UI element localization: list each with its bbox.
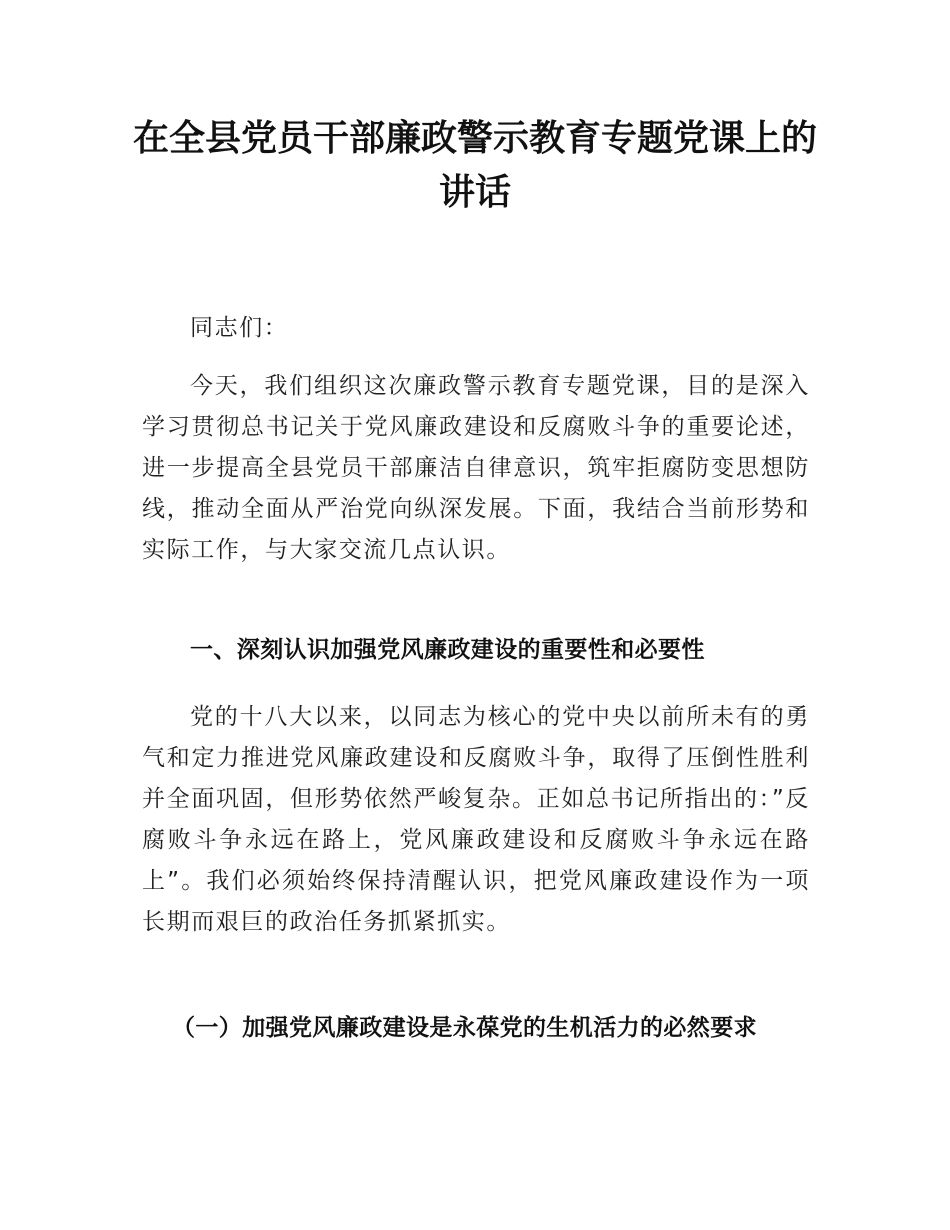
- section-heading-1: 一、深刻认识加强党风廉政建设的重要性和必要性: [190, 637, 705, 663]
- subsection-heading-1: （一）加强党风廉政建设是永葆党的生机活力的必然要求: [172, 1015, 757, 1041]
- salutation: 同志们：: [190, 315, 289, 341]
- paragraph-intro: 今天，我们组织这次廉政警示教育专题党课，目的是深入学习贯彻总书记关于党风廉政建设和反腐败斗争的重要论述，进一步提高全县党员干部廉洁自律意识，筑牢拒腐防变思想防线，推动全面从严治党向纵深发展。下面，我结合当前形势和实际工作，与大家交流几点认识。: [142, 373, 810, 563]
- paragraph-section-1: 党的十八大以来，以同志为核心的党中央以前所未有的勇气和定力推进党风廉政建设和反腐败斗争，取得了压倒性胜利并全面巩固，但形势依然严峻复杂。正如总书记所指出的：”反腐败斗争永远在路上，党风廉政建设和反腐败斗争永远在路上”。我们必须始终保持清醒认识，把党风廉政建设作为一项长期而艰巨的政治任务抓紧抓实。: [142, 704, 810, 935]
- document-title: 在全县党员干部廉政警示教育专题党课上的讲话: [132, 118, 817, 213]
